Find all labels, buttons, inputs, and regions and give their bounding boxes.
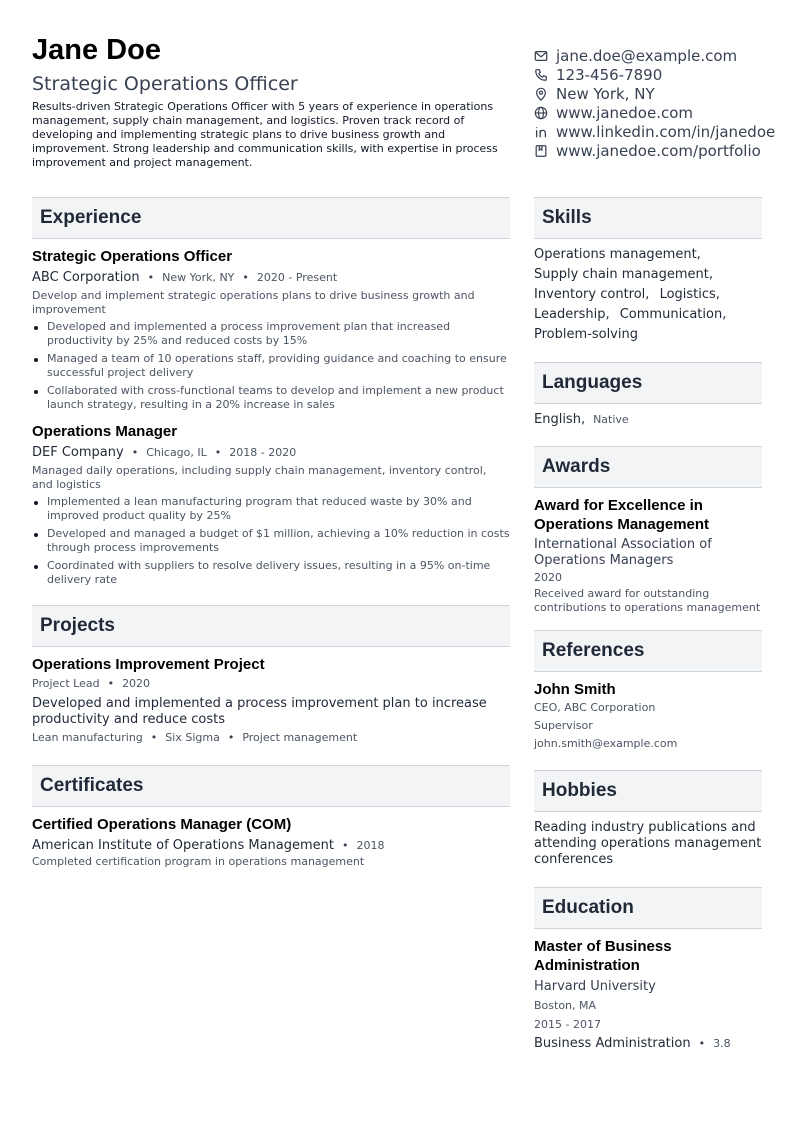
award-title: Award for Excellence in Operations Management [534,497,710,533]
degree: Master of Business Administration [534,938,672,974]
job-achievements [32,320,510,412]
skills-heading [534,197,762,239]
skills-heading-text: Skills [542,207,592,228]
certificate-meta [32,837,510,855]
hobbies-text: Reading industry publications and attending operations management conferences [534,820,762,867]
languages-heading-text: Languages [542,372,643,393]
job-location: New York, NY [162,271,235,284]
separator-dot: • [227,731,235,744]
award-item [534,496,762,615]
skill-item: Logistics, [659,287,720,302]
job-title: Operations Manager [32,423,178,440]
achievement-item: Developed and managed a budget of $1 million, achieving a 10% reduction in costs through process improvements [32,527,510,555]
main-column [32,197,510,869]
skills-list [534,245,762,345]
awards-heading [534,446,762,488]
certificate-description: Completed certification program in operations management [32,855,365,868]
company-name: DEF Company [32,445,124,460]
resume-header [32,34,512,170]
school-name: Harvard University [534,979,656,994]
certificates-heading [32,765,510,807]
separator-dot: • [342,839,349,852]
job-description: Develop and implement strategic operations plans to drive business growth and improvement [32,289,475,316]
reference-name: John Smith [534,681,616,698]
keyword: Lean manufacturing [32,731,143,744]
skill-item: Inventory control, [534,287,650,302]
contact-phone[interactable] [534,65,794,84]
job-location: Chicago, IL [146,446,207,459]
education-field-row [534,1034,762,1054]
skill-item: Leadership, [534,307,610,322]
experience-item [32,423,510,587]
separator-dot: • [147,271,155,284]
contact-portfolio[interactable] [534,141,794,160]
school-location: Boston, MA [534,999,597,1012]
achievement-item: Collaborated with cross-functional teams to develop and implement a new product launch strategy, resulting in a 20% increase in sales [32,384,510,412]
job-achievements [32,495,510,587]
sidebar-column [534,197,762,1054]
linkedin-link: www.linkedin.com/in/janedoe [556,122,776,141]
company-name: ABC Corporation [32,270,140,285]
language-level: Native [593,413,629,426]
project-year: 2020 [122,677,151,690]
candidate-title: Strategic Operations Officer [32,73,298,95]
skill-item: Supply chain management, [534,267,713,282]
website-link: www.janedoe.com [556,103,694,122]
candidate-name: Jane Doe [32,34,161,66]
education-heading [534,887,762,929]
phone-icon [534,68,548,82]
award-issuer: International Association of Operations Managers [534,537,712,568]
location-text: New York, NY [556,84,655,103]
portfolio-link: www.janedoe.com/portfolio [556,141,761,160]
project-role: Project Lead [32,677,100,690]
gpa: 3.8 [713,1037,731,1050]
project-meta [32,675,510,693]
hobbies-heading [534,770,762,812]
email-text: jane.doe@example.com [556,46,738,65]
awards-heading-text: Awards [542,456,611,477]
field-of-study: Business Administration [534,1036,691,1051]
reference-email[interactable]: john.smith@example.com [534,737,678,750]
job-dates: 2020 - Present [256,271,338,284]
certificate-name: Certified Operations Manager (COM) [32,816,292,833]
keyword: Six Sigma [165,731,220,744]
certificate-year: 2018 [356,839,385,852]
project-item [32,656,510,745]
contact-website[interactable] [534,103,794,122]
skill-item: Communication, [619,307,727,322]
reference-position: CEO, ABC Corporation [534,701,656,714]
professional-summary: Results-driven Strategic Operations Officer with 5 years of experience in operations management, supply chain management, and logistics. Proven track record of developing and implementing strategic plans to drive business growth and improvement. Strong leadership and communication skills, with expertise in process improvement and project management. [32,100,498,169]
certificates-heading-text: Certificates [40,775,144,796]
globe-icon [534,106,548,120]
reference-relation: Supervisor [534,719,593,732]
separator-dot: • [242,271,249,284]
experience-heading [32,197,510,239]
contact-email[interactable] [534,46,794,65]
skill-item: Operations management, [534,247,701,262]
references-heading-text: References [542,640,645,661]
map-pin-icon [534,87,548,101]
contact-linkedin[interactable] [534,122,794,141]
linkedin-icon [534,125,548,139]
certificate-issuer: American Institute of Operations Management [32,838,335,853]
separator-dot: • [131,446,139,459]
separator-dot: • [698,1037,706,1050]
reference-item [534,680,762,753]
achievement-item: Managed a team of 10 operations staff, providing guidance and coaching to ensure successful project delivery [32,352,510,380]
hobbies-heading-text: Hobbies [542,780,617,801]
project-description: Developed and implemented a process improvement plan to increase productivity and reduce costs [32,696,487,727]
education-heading-text: Education [542,897,634,918]
projects-heading [32,605,510,647]
separator-dot: • [150,731,158,744]
experience-item [32,248,510,412]
education-item [534,937,762,1054]
languages-heading [534,362,762,404]
language-name: English, [534,412,586,427]
job-meta [32,269,510,287]
keyword: Project management [242,731,358,744]
skill-item: Problem-solving [534,327,638,342]
job-description: Managed daily operations, including supply chain management, inventory control, and logistics [32,464,487,491]
job-dates: 2018 - 2020 [229,446,297,459]
education-dates: 2015 - 2017 [534,1018,601,1031]
contact-info [534,46,794,160]
projects-heading-text: Projects [40,615,115,636]
certificate-item [32,816,510,869]
contact-location [534,84,794,103]
mail-icon [534,49,548,63]
references-heading [534,630,762,672]
job-meta [32,444,510,462]
award-description: Received award for outstanding contributions to operations management [534,587,761,614]
experience-heading-text: Experience [40,207,142,228]
award-year: 2020 [534,571,562,584]
job-title: Strategic Operations Officer [32,248,233,265]
bookmark-icon [534,144,548,158]
project-name: Operations Improvement Project [32,656,265,673]
separator-dot: • [214,446,222,459]
achievement-item: Coordinated with suppliers to resolve delivery issues, resulting in a 95% on-time delivery rate [32,559,510,587]
achievement-item: Developed and implemented a process improvement plan that increased productivity by 25% and reduced costs by 15% [32,320,510,348]
language-item [534,411,762,429]
phone-text: 123-456-7890 [556,65,663,84]
separator-dot: • [107,677,115,690]
project-keywords [32,731,510,745]
achievement-item: Implemented a lean manufacturing program that reduced waste by 30% and improved product quality by 25% [32,495,510,523]
